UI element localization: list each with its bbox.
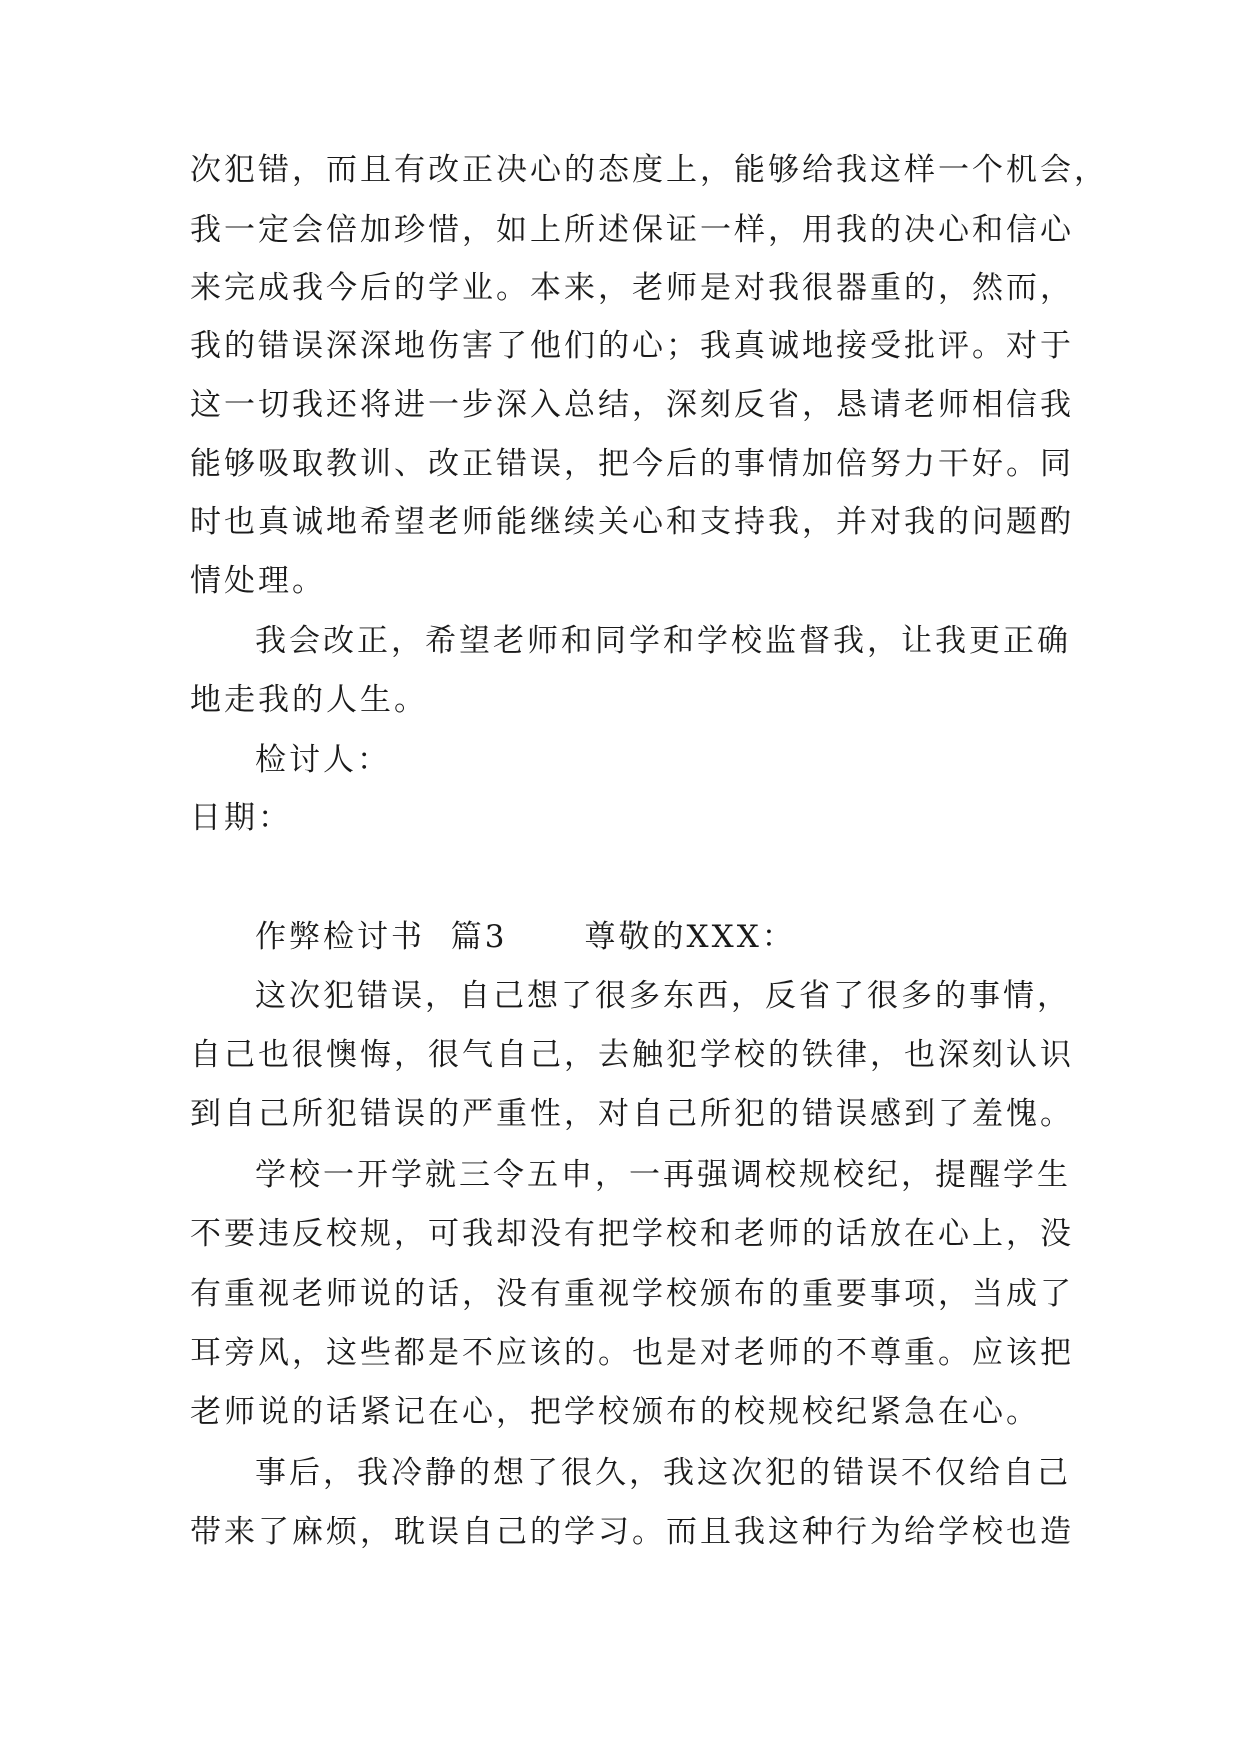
section-heading: 作弊检讨书 篇3 尊敬的XXX： [255, 919, 796, 955]
text-line: 情处理。 [190, 563, 326, 599]
text-line: 时也真诚地希望老师能继续关心和支持我，并对我的问题酌 [190, 504, 1074, 540]
text-line: 来完成我今后的学业。本来，老师是对我很器重的，然而， [190, 270, 1074, 306]
text-line: 到自己所犯错误的严重性，对自己所犯的错误感到了羞愧。 [190, 1096, 1074, 1132]
text-line: 我的错误深深地伤害了他们的心；我真诚地接受批评。对于 [190, 328, 1074, 364]
text-line: 这一切我还将进一步深入总结，深刻反省，恳请老师相信我 [190, 387, 1074, 423]
text-line: 次犯错，而且有改正决心的态度上，能够给我这样一个机会， [190, 152, 1108, 188]
text-line: 有重视老师说的话，没有重视学校颁布的重要事项，当成了 [190, 1276, 1074, 1312]
text-line: 学校一开学就三令五申，一再强调校规校纪，提醒学生 [255, 1157, 1071, 1193]
text-line: 我一定会倍加珍惜，如上所述保证一样，用我的决心和信心 [190, 212, 1074, 248]
signature-label: 检讨人： [255, 742, 391, 778]
text-line: 耳旁风，这些都是不应该的。也是对老师的不尊重。应该把 [190, 1335, 1074, 1371]
text-line: 事后，我冷静的想了很久，我这次犯的错误不仅给自己 [255, 1455, 1071, 1491]
text-line: 不要违反校规，可我却没有把学校和老师的话放在心上，没 [190, 1216, 1074, 1252]
text-line: 带来了麻烦，耽误自己的学习。而且我这种行为给学校也造 [190, 1514, 1074, 1550]
text-line: 我会改正，希望老师和同学和学校监督我，让我更正确 [255, 623, 1071, 659]
text-line: 老师说的话紧记在心，把学校颁布的校规校纪紧急在心。 [190, 1394, 1040, 1430]
text-line: 自己也很懊悔，很气自己，去触犯学校的铁律，也深刻认识 [190, 1037, 1074, 1073]
text-line: 能够吸取教训、改正错误，把今后的事情加倍努力干好。同 [190, 446, 1074, 482]
text-line: 地走我的人生。 [190, 682, 428, 718]
date-label: 日期： [190, 800, 292, 836]
text-line: 这次犯错误，自己想了很多东西，反省了很多的事情， [255, 978, 1071, 1014]
